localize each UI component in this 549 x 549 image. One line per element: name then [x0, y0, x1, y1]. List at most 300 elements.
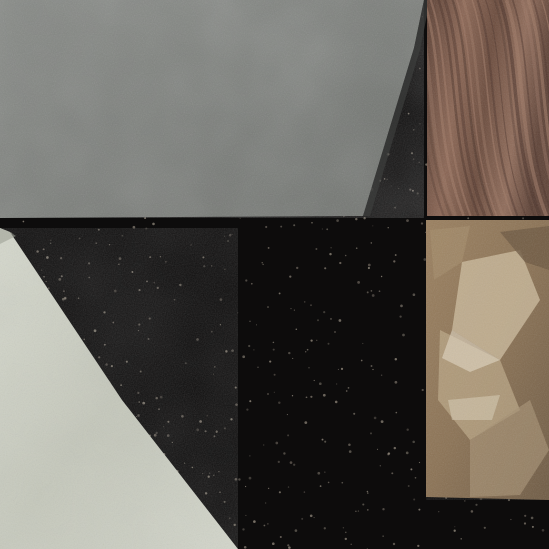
granite-speckle	[145, 227, 147, 229]
granite-speckle	[288, 486, 289, 487]
granite-speckle	[419, 123, 420, 124]
granite-speckle	[334, 331, 336, 333]
granite-speckle	[362, 503, 364, 505]
granite-speckle	[219, 491, 221, 493]
granite-speckle	[272, 542, 275, 545]
granite-speckle	[382, 508, 384, 510]
granite-speckle	[225, 350, 227, 352]
granite-speckle	[408, 113, 410, 115]
granite-speckle	[314, 380, 315, 381]
granite-speckle	[361, 360, 363, 362]
granite-speckle	[234, 524, 236, 526]
granite-speckle	[304, 491, 305, 492]
granite-speckle	[249, 400, 251, 402]
granite-speckle	[257, 367, 259, 369]
granite-speckle	[211, 265, 212, 266]
granite-speckle	[328, 482, 330, 484]
granite-speckle	[471, 510, 474, 513]
granite-speckle	[410, 468, 412, 470]
granite-speckle	[273, 349, 275, 351]
granite-speckle	[208, 476, 210, 478]
granite-speckle	[172, 442, 173, 443]
granite-speckle	[388, 227, 389, 228]
granite-speckle	[256, 324, 257, 325]
granite-speckle	[224, 236, 225, 237]
granite-speckle	[400, 305, 403, 308]
granite-speckle	[292, 395, 293, 396]
granite-speckle	[244, 546, 247, 549]
granite-speckle	[88, 262, 90, 264]
granite-speckle	[196, 429, 199, 432]
granite-speckle	[224, 269, 226, 271]
granite-speckle	[377, 449, 378, 450]
granite-speckle	[138, 324, 140, 326]
granite-speckle	[224, 427, 226, 429]
granite-speckle	[417, 192, 419, 194]
granite-speckle	[311, 222, 313, 224]
granite-speckle	[288, 352, 290, 354]
granite-speckle	[245, 486, 246, 487]
granite-speckle	[339, 319, 342, 322]
granite-speckle	[368, 264, 371, 267]
granite-speckle	[126, 361, 128, 363]
granite-speckle	[190, 244, 192, 246]
granite-speckle	[292, 358, 293, 359]
granite-speckle	[324, 527, 326, 529]
granite-speckle	[310, 339, 312, 341]
granite-speckle	[510, 519, 511, 520]
granite-speckle	[249, 477, 252, 480]
granite-speckle	[368, 267, 370, 269]
granite-speckle	[287, 414, 288, 415]
granite-speckle	[531, 517, 534, 520]
granite-speckle	[296, 267, 298, 269]
granite-speckle	[391, 472, 393, 474]
granite-speckle	[395, 381, 398, 384]
granite-speckle	[394, 447, 396, 449]
granite-speckle	[338, 369, 339, 370]
granite-speckle	[157, 287, 159, 289]
granite-speckle	[60, 257, 62, 259]
granite-speckle	[310, 304, 312, 306]
granite-speckle	[289, 275, 291, 277]
granite-speckle	[138, 330, 139, 331]
granite-speckle	[454, 530, 456, 532]
granite-speckle	[154, 282, 156, 284]
granite-speckle	[322, 439, 324, 441]
granite-speckle	[268, 488, 269, 489]
granite-speckle	[283, 452, 285, 454]
granite-speckle	[355, 511, 356, 512]
granite-speckle	[174, 299, 176, 301]
granite-speckle	[345, 255, 347, 257]
granite-speckle	[406, 452, 409, 455]
granite-speckle	[393, 260, 395, 262]
granite-speckle	[372, 294, 375, 297]
granite-speckle	[350, 544, 351, 545]
granite-speckle	[293, 224, 295, 226]
gray-stone-sample	[0, 0, 430, 218]
granite-speckle	[356, 247, 358, 249]
granite-speckle	[460, 538, 461, 539]
granite-speckle	[245, 279, 247, 281]
granite-speckle	[196, 338, 199, 341]
granite-speckle	[353, 413, 355, 415]
granite-speckle	[249, 321, 250, 322]
granite-speckle	[137, 414, 140, 417]
granite-speckle	[324, 471, 326, 473]
granite-speckle	[343, 527, 344, 528]
granite-speckle	[237, 312, 238, 313]
granite-speckle	[381, 420, 384, 423]
granite-speckle	[246, 408, 248, 410]
granite-speckle	[398, 188, 399, 189]
granite-speckle	[295, 529, 298, 532]
granite-speckle	[136, 416, 137, 417]
granite-speckle	[522, 217, 524, 219]
granite-speckle	[417, 545, 419, 547]
granite-speckle	[227, 240, 229, 242]
granite-speckle	[422, 389, 424, 391]
granite-speckle	[384, 178, 386, 180]
granite-speckle	[119, 257, 122, 260]
granite-speckle	[184, 463, 185, 464]
granite-speckle	[242, 355, 245, 358]
granite-speckle	[192, 467, 194, 469]
granite-speckle	[181, 415, 184, 418]
granite-speckle	[542, 529, 545, 532]
granite-speckle	[371, 242, 373, 244]
granite-speckle	[330, 247, 331, 248]
granite-speckle	[253, 349, 254, 350]
granite-speckle	[524, 522, 526, 524]
granite-speckle	[381, 375, 382, 376]
granite-speckle	[290, 461, 293, 464]
granite-speckle	[185, 362, 187, 364]
granite-speckle	[317, 319, 319, 321]
granite-speckle	[379, 290, 381, 292]
granite-speckle	[240, 218, 241, 219]
granite-speckle	[138, 289, 140, 291]
granite-speckle	[308, 367, 310, 369]
granite-speckle	[154, 434, 157, 437]
granite-speckle	[46, 281, 47, 282]
granite-speckle	[396, 412, 398, 414]
granite-speckle	[411, 152, 413, 154]
granite-speckle	[323, 394, 326, 397]
granite-speckle	[336, 383, 337, 384]
granite-speckle	[324, 267, 326, 269]
granite-speckle	[179, 284, 181, 286]
granite-speckle	[202, 473, 203, 474]
granite-speckle	[118, 264, 119, 265]
granite-speckle	[391, 186, 392, 187]
granite-speckle	[345, 532, 346, 533]
granite-speckle	[232, 234, 233, 235]
granite-speckle	[320, 485, 322, 487]
granite-speckle	[280, 536, 282, 538]
granite-speckle	[265, 502, 266, 503]
granite-speckle	[310, 396, 312, 398]
granite-speckle	[149, 318, 151, 320]
granite-speckle	[63, 290, 65, 292]
granite-speckle	[274, 374, 276, 376]
granite-speckle	[294, 310, 295, 311]
granite-speckle	[155, 397, 158, 400]
granite-speckle	[508, 499, 510, 501]
granite-speckle	[296, 328, 298, 330]
beige-composite-sample	[426, 220, 549, 500]
granite-speckle	[306, 396, 308, 398]
granite-speckle	[279, 292, 281, 294]
granite-speckle	[199, 420, 202, 423]
granite-speckle	[58, 278, 61, 281]
granite-speckle	[316, 340, 317, 341]
granite-speckle	[280, 226, 282, 228]
granite-speckle	[235, 387, 237, 389]
granite-speckle	[263, 525, 265, 527]
granite-speckle	[218, 471, 219, 472]
granite-speckle	[328, 343, 330, 345]
granite-speckle	[207, 415, 208, 416]
granite-speckle	[358, 510, 359, 511]
granite-speckle	[307, 349, 309, 351]
granite-speckle	[335, 401, 338, 404]
granite-speckle	[249, 455, 250, 456]
granite-speckle	[220, 324, 221, 325]
granite-speckle	[362, 343, 363, 344]
granite-speckle	[273, 342, 275, 344]
granite-speckle	[88, 277, 90, 279]
granite-speckle	[165, 261, 167, 263]
granite-speckle	[419, 462, 420, 463]
granite-speckle	[231, 349, 234, 352]
granite-speckle	[279, 491, 281, 493]
granite-speckle	[287, 544, 289, 546]
granite-speckle	[406, 428, 408, 430]
granite-speckle	[317, 472, 320, 475]
granite-speckle	[287, 434, 289, 436]
granite-speckle	[144, 217, 146, 219]
granite-speckle	[114, 290, 117, 293]
granite-speckle	[160, 256, 161, 257]
granite-speckle	[202, 256, 204, 258]
granite-speckle	[109, 244, 110, 245]
granite-speckle	[167, 421, 169, 423]
granite-speckle	[367, 491, 369, 493]
granite-speckle	[65, 298, 66, 299]
granite-speckle	[323, 311, 325, 313]
granite-speckle	[395, 254, 397, 256]
granite-speckle	[348, 443, 351, 446]
granite-speckle	[464, 500, 466, 502]
granite-speckle	[253, 520, 256, 523]
granite-speckle	[395, 358, 397, 360]
granite-speckle	[262, 262, 263, 263]
granite-speckle	[167, 434, 170, 437]
granite-speckle	[418, 509, 420, 511]
granite-speckle	[314, 517, 315, 518]
granite-speckle	[36, 250, 39, 253]
granite-speckle	[238, 478, 240, 480]
granite-speckle	[43, 248, 45, 250]
granite-speckle	[415, 477, 417, 479]
granite-speckle	[140, 371, 142, 373]
granite-speckle	[79, 237, 81, 239]
granite-speckle	[419, 68, 421, 70]
granite-speckle	[319, 382, 322, 385]
granite-speckle	[412, 441, 415, 444]
granite-speckle	[394, 207, 396, 209]
granite-speckle	[301, 518, 303, 520]
granite-speckle	[50, 243, 51, 244]
granite-speckle	[336, 219, 339, 222]
granite-speckle	[152, 223, 155, 226]
granite-speckle	[275, 442, 278, 445]
granite-speckle	[229, 234, 231, 236]
granite-speckle	[262, 264, 263, 265]
granite-speckle	[402, 334, 405, 337]
granite-speckle	[230, 418, 232, 420]
granite-speckle	[388, 452, 390, 454]
granite-speckle	[341, 368, 343, 370]
granite-speckle	[413, 498, 415, 500]
granite-speckle	[163, 426, 164, 427]
granite-speckle	[381, 276, 382, 277]
granite-speckle	[137, 392, 139, 394]
granite-speckle	[367, 492, 368, 493]
granite-speckle	[454, 526, 455, 527]
granite-speckle	[104, 344, 106, 346]
granite-speckle	[214, 366, 215, 367]
granite-speckle	[211, 331, 213, 333]
granite-speckle	[413, 293, 416, 296]
granite-speckle	[339, 262, 341, 264]
granite-speckle	[120, 384, 122, 386]
granite-speckle	[94, 329, 97, 332]
granite-speckle	[355, 218, 357, 220]
granite-speckle	[419, 162, 420, 163]
granite-speckle	[268, 247, 270, 249]
granite-speckle	[278, 402, 280, 404]
granite-speckle	[387, 179, 388, 180]
granite-speckle	[98, 356, 100, 358]
granite-speckle	[326, 228, 328, 230]
granite-speckle	[524, 515, 526, 517]
granite-speckle	[142, 402, 145, 405]
granite-speckle	[341, 482, 343, 484]
granite-speckle	[149, 256, 151, 258]
granite-speckle	[209, 473, 210, 474]
granite-speckle	[467, 217, 469, 219]
granite-speckle	[105, 363, 108, 366]
granite-speckle	[50, 240, 51, 241]
granite-speckle	[205, 492, 207, 494]
granite-speckle	[348, 387, 350, 389]
granite-speckle	[156, 432, 158, 434]
granite-speckle	[278, 461, 280, 463]
granite-speckle	[46, 256, 49, 259]
granite-speckle	[421, 222, 423, 224]
granite-speckle	[532, 526, 534, 528]
granite-speckle	[263, 444, 264, 445]
granite-speckle	[290, 308, 291, 309]
granite-speckle	[220, 298, 223, 301]
granite-speckle	[330, 318, 332, 320]
granite-speckle	[370, 432, 372, 434]
granite-speckle	[329, 253, 331, 255]
granite-speckle	[267, 523, 268, 524]
granite-speckle	[148, 338, 150, 340]
granite-speckle	[41, 270, 42, 271]
granite-speckle	[245, 515, 246, 516]
granite-speckle	[213, 435, 215, 437]
granite-speckle	[399, 315, 401, 317]
granite-speckle	[383, 536, 384, 537]
granite-speckle	[475, 504, 477, 506]
granite-speckle	[363, 217, 365, 219]
granite-speckle	[267, 393, 269, 395]
granite-speckle	[62, 298, 65, 301]
granite-speckle	[138, 401, 140, 403]
granite-speckle	[213, 374, 214, 375]
granite-speckle	[324, 441, 326, 443]
granite-speckle	[413, 129, 414, 130]
granite-speckle	[43, 276, 45, 278]
granite-speckle	[103, 311, 105, 313]
granite-speckle	[484, 527, 486, 529]
granite-speckle	[406, 219, 409, 222]
granite-speckle	[229, 517, 231, 519]
granite-speckle	[111, 365, 113, 367]
granite-speckle	[274, 392, 275, 393]
granite-speckle	[23, 221, 25, 223]
granite-speckle	[83, 339, 85, 341]
granite-speckle	[146, 281, 148, 283]
granite-speckle	[349, 450, 352, 453]
granite-speckle	[357, 281, 360, 284]
granite-speckle	[310, 514, 313, 517]
granite-speckle	[131, 271, 133, 273]
granite-speckle	[304, 421, 307, 424]
granite-speckle	[305, 351, 306, 352]
granite-speckle	[367, 509, 369, 511]
granite-speckle	[374, 417, 377, 420]
granite-speckle	[251, 283, 253, 285]
granite-speckle	[288, 546, 291, 549]
granite-speckle	[413, 158, 415, 160]
granite-speckle	[346, 390, 348, 392]
granite-speckle	[367, 291, 369, 293]
granite-speckle	[235, 403, 238, 406]
granite-speckle	[380, 465, 381, 466]
granite-speckle	[345, 538, 347, 540]
granite-speckle	[269, 361, 271, 363]
granite-speckle	[61, 275, 63, 277]
granite-speckle	[423, 258, 426, 261]
granite-speckle	[160, 396, 163, 399]
granite-speckle	[98, 229, 100, 231]
granite-speckle	[371, 290, 373, 292]
granite-speckle	[438, 511, 439, 512]
granite-speckle	[122, 235, 123, 236]
granite-speckle	[372, 225, 373, 226]
granite-speckle	[393, 543, 395, 545]
granite-speckle	[322, 228, 323, 229]
granite-speckle	[372, 369, 373, 370]
granite-speckle	[133, 226, 136, 229]
granite-speckle	[371, 365, 373, 367]
